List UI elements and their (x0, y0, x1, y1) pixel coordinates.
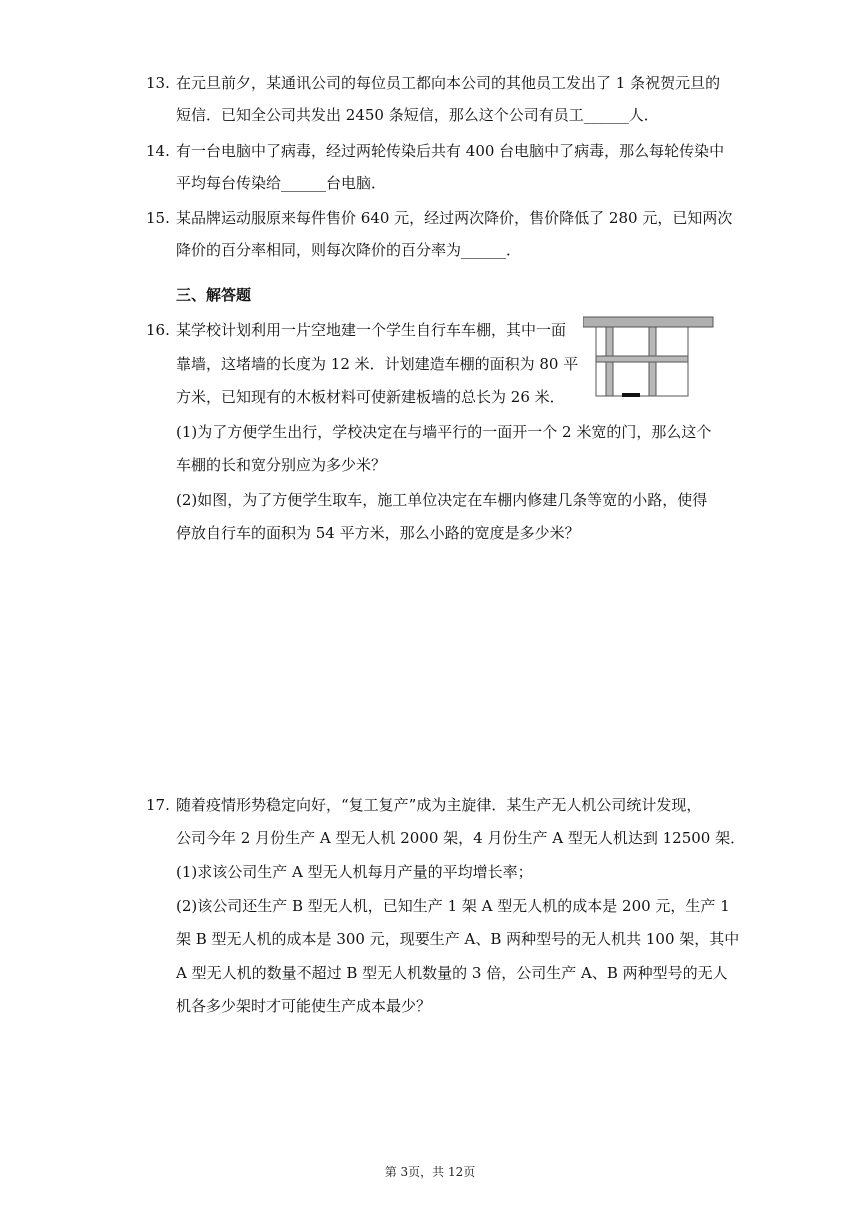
question-number: 15. (146, 209, 170, 227)
question-text: 短信．已知全公司共发出 2450 条短信，那么这个公司有员工______人． (176, 106, 659, 124)
question-text: 公司今年 2 月份生产 A 型无人机 2000 架，4 月份生产 A 型无人机达到 12500 架． (176, 829, 746, 847)
question-number: 13. (146, 74, 170, 92)
sub-question-2: 机各多少架时才可能使生产成本最少？ (176, 997, 432, 1015)
sub-question-2: (2)该公司还生产 B 型无人机，已知生产 1 架 A 型无人机的成本是 200 元，生产 1 (176, 897, 730, 915)
question-text: 某学校计划利用一片空地建一个学生自行车车棚，其中一面 (176, 321, 567, 339)
question-number: 16. (146, 321, 170, 339)
question-number: 17. (146, 796, 170, 814)
question-text: 某品牌运动服原来每件售价 640 元，经过两次降价，售价降低了 280 元，已知两次 (176, 209, 733, 227)
sub-question-1: 车棚的长和宽分别应为多少米？ (176, 456, 387, 474)
question-text: 在元旦前夕，某通讯公司的每位员工都向本公司的其他员工发出了 1 条祝贺元旦的 (176, 74, 721, 92)
wall-shape (583, 317, 713, 327)
sub-question-2: 停放自行车的面积为 54 平方米，那么小路的宽度是多少米？ (176, 524, 580, 542)
question-text: 方米，已知现有的木板材料可使新建板墙的总长为 26 米． (176, 388, 565, 406)
sub-question-2: 架 B 型无人机的成本是 300 元，现要生产 A、B 两种型号的无人机共 100 架，其中 (176, 930, 740, 948)
sub-question-2: (2)如图，为了方便学生取车，施工单位决定在车棚内修建几条等宽的小路，使得 (176, 491, 708, 509)
question-number: 14. (146, 142, 170, 160)
section-title: 三、解答题 (176, 286, 252, 304)
question-text: 降价的百分率相同，则每次降价的百分率为______． (176, 241, 522, 259)
path-horizontal (596, 356, 688, 362)
sub-question-1: (1)为了方便学生出行，学校决定在与墙平行的一面开一个 2 米宽的门，那么这个 (176, 423, 712, 441)
page-footer: 第 3页，共 12页 (384, 1165, 476, 1179)
bike-shed-diagram (583, 316, 715, 402)
sub-question-2: A 型无人机的数量不超过 B 型无人机数量的 3 倍，公司生产 A、B 两种型号的无人 (176, 964, 728, 982)
door-mark (622, 393, 640, 397)
question-text: 靠墙，这堵墙的长度为 12 米．计划建造车棚的面积为 80 平 (176, 355, 579, 373)
sub-question-1: (1)求该公司生产 A 型无人机每月产量的平均增长率； (176, 863, 533, 881)
question-text: 随着疫情形势稳定向好，“复工复产”成为主旋律．某生产无人机公司统计发现， (176, 796, 702, 814)
question-text: 平均每台传染给______台电脑． (176, 174, 387, 192)
question-text: 有一台电脑中了病毒，经过两轮传染后共有 400 台电脑中了病毒，那么每轮传染中 (176, 142, 725, 160)
